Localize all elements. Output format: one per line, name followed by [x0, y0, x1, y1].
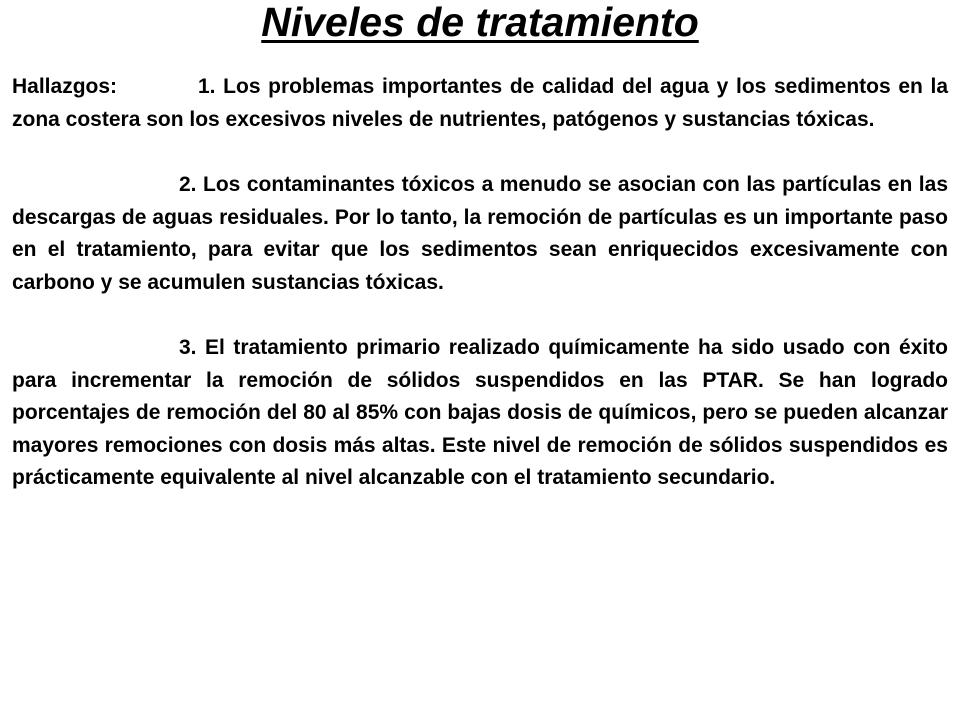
findings-label: Hallazgos: — [12, 75, 118, 98]
slide-title: Niveles de tratamiento — [261, 0, 699, 45]
finding-paragraph-2 — [12, 169, 948, 299]
finding-paragraph-3 — [12, 332, 948, 495]
finding-text-1: 1. Los problemas importantes de calidad del agua y los sedimentos en la zona costera son los excesivos niveles de nutrientes, patógenos y sustancias tóxicas. — [12, 75, 948, 131]
finding-text-2: 2. Los contaminantes tóxicos a menudo se asocian con las partículas en las descargas de aguas residuales. Por lo tanto, la remoción de partículas es un importante paso en el tratamiento, para evitar que los sedimentos sean enriquecidos excesivamente con carbono y se acumulen sustancias tóxicas. — [12, 173, 948, 294]
finding-text-3: 3. El tratamiento primario realizado químicamente ha sido usado con éxito para incrementar la remoción de sólidos suspendidos en las PTAR. Se han logrado porcentajes de remoción del 80 al 85% con bajas dosis de químicos, pero se pueden alcanzar mayores remociones con dosis más altas. Este nivel de remoción de sólidos suspendidos es prácticamente equivalente al nivel alcanzable con el tratamiento secundario. — [12, 336, 948, 489]
slide-body — [12, 71, 948, 528]
finding-paragraph-1 — [12, 71, 948, 136]
